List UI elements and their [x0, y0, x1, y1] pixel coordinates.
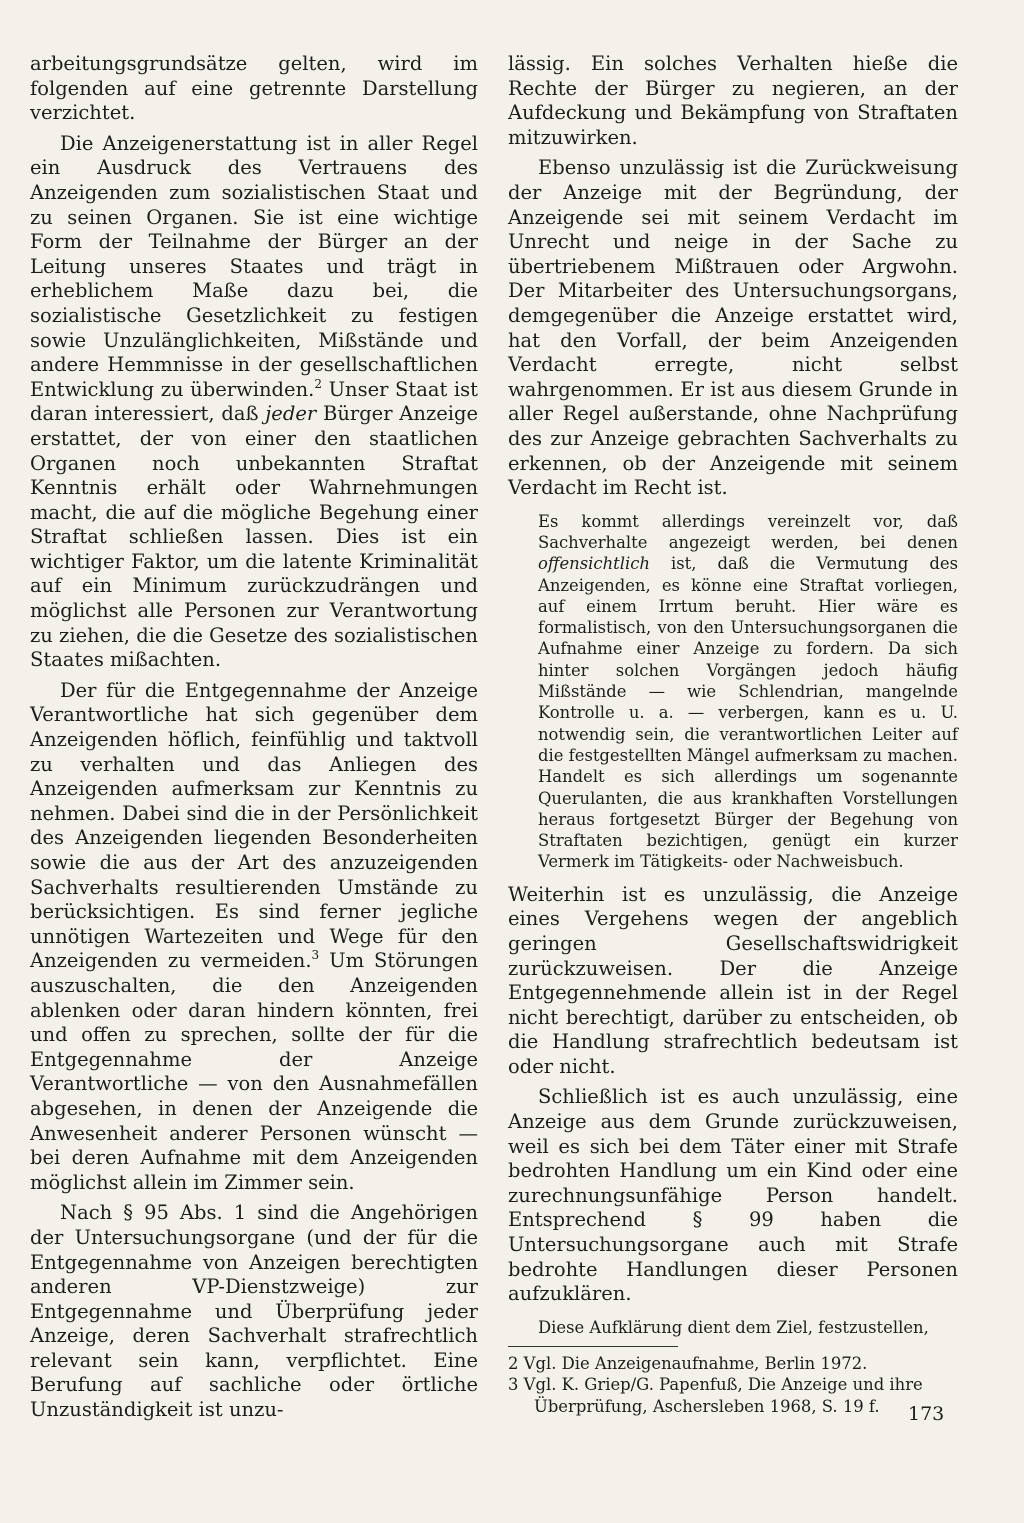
footnote: 2 Vgl. Die Anzeigenaufnahme, Berlin 1972. — [508, 1354, 868, 1374]
text-run: ist, daß die Vermutung des Anzeigenden, es könne eine Straftat vorliegen, auf einem Irrtum beruht. Hier wäre es formalistisch, von den Untersuchungsorganen die Aufnahme einer Anzeige zu fordern. Da sich hinter solchen Vorgängen jedoch häufig Mißstände — wie Schlendrian, mangelnde Kontrolle u. a. — verbergen, kann es u. U. notwendig sein, die verantwortlichen Leiter auf die festgestellten Mängel aufmerksam zu machen. Handelt es sich allerdings um sogenannte Querulanten, die aus krankhaften Vorstellungen heraus fortgesetzt Bürger der Begehung von Straftaten bezichtigen, genügt ein kurzer Vermerk im Tätigkeits- oder Nachweisbuch. — [538, 554, 958, 872]
text-run: Bürger Anzeige erstattet, der von einer den staatlichen Organen noch unbekannten Straftat Kenntnis erhält oder Wahrnehmungen macht, die auf die mögliche Begehung einer Straftat schließen lassen. Dies ist ein wichtiger Faktor, um die latente Kriminalität auf ein Minimum zurückzudrängen und möglichst alle Personen zur Verantwortung zu ziehen, die die Gesetze des sozialistischen Staates mißachten. — [30, 402, 479, 672]
footnote-divider — [508, 1346, 678, 1347]
paragraph: Weiterhin ist es unzulässig, die Anzeige eines Vergehens wegen der angeblich geringen Gesellschaftswidrigkeit zurückzuweisen. Der die Anzeige Entgegennehmende allein ist in der Regel nicht berechtigt, darüber zu entscheiden, ob die Handlung strafrechtlich bedeutsam ist oder nicht. — [508, 882, 958, 1078]
paragraph: Schließlich ist es auch unzulässig, eine Anzeige aus dem Grunde zurückzuweisen, weil es sich bei dem Täter einer mit Strafe bedrohten Handlung um ein Kind oder eine zurechnungsunfähige Person handelt. Entsprechend § 99 haben die Untersuchungsorgane auch mit Strafe bedrohte Handlungen dieser Personen aufzuklären. — [508, 1085, 958, 1306]
text-run: Unser Staat ist daran interessiert, daß — [30, 377, 479, 426]
paragraph: arbeitungsgrundsätze gelten, wird im folgenden auf eine getrennte Darstellung verzichtet. — [30, 52, 478, 125]
footnote: 3 Vgl. K. Griep/G. Papenfuß, Die Anzeige und ihre Überprüfung, Aschersleben 1968, S. 19 f. — [508, 1375, 923, 1416]
right-column — [508, 52, 958, 1417]
left-column — [30, 52, 478, 1423]
emphasis: jeder — [265, 402, 317, 426]
page-number: 173 — [908, 1403, 945, 1425]
smallprint-note — [538, 511, 958, 873]
paragraph: Nach § 95 Abs. 1 sind die Angehörigen der Untersuchungsorgane (und der für die Entgegennahme von Anzeigen berechtigten anderen VP-Dienstzweige) zur Entgegennahme und Überprüfung jeder Anzeige, deren Sachverhalt strafrechtlich relevant sein kann, verpflichtet. Eine Berufung auf sachliche oder örtliche Unzuständigkeit ist unzu- — [30, 1201, 478, 1422]
text-run: Die Anzeigenerstattung ist in aller Regel ein Ausdruck des Vertrauens des Anzeigenden zum sozialistischen Staat und zu seinen Organen. Sie ist eine wichtige Form der Teilnahme der Bürger an der Leitung unseres Staates und trägt in erheblichem Maße dazu bei, die sozialistische Gesetzlichkeit zu festigen sowie Unzulänglichkeiten, Mißstände und andere Hemmnisse in der gesellschaftlichen Entwicklung zu überwinden. — [30, 131, 478, 401]
text-run: Der für die Entgegennahme der Anzeige Verantwortliche hat sich gegenüber dem Anzeigenden höflich, feinfühlig und taktvoll zu verhalten und das Anliegen des Anzeigenden aufmerksam zur Kenntnis zu nehmen. Dabei sind die in der Persönlichkeit des Anzeigenden liegenden Besonderheiten sowie die aus der Art des anzuzeigenden Sachverhalts resultierenden Umstände zu berücksichtigen. Es sind ferner jegliche unnötigen Wartezeiten und Wege für den Anzeigenden zu vermeiden. — [30, 678, 478, 973]
footnote-ref: 3 — [311, 948, 320, 963]
emphasis: offensichtlich — [538, 554, 650, 574]
paragraph: lässig. Ein solches Verhalten hieße die Rechte der Bürger zu negieren, an der Aufdeckung und Bekämpfung von Straftaten mitzuwirken. — [508, 52, 958, 149]
smallprint-note: Diese Aufklärung dient dem Ziel, festzustellen, — [538, 1317, 929, 1337]
text-run: Es kommt allerdings vereinzelt vor, daß Sachverhalte angezeigt werden, bei denen — [538, 511, 958, 552]
footnote-ref: 2 — [314, 376, 322, 391]
paragraph — [30, 679, 478, 1195]
paragraph — [30, 132, 478, 673]
text-run: Um Störungen auszuschalten, die den Anzeigenden ablenken oder daran hindern könnten, frei und offen zu sprechen, sollte der für die Entgegennahme der Anzeige Verantwortliche — von den Ausnahmefällen abgesehen, in denen der Anzeigende die Anwesenheit anderer Personen wünscht — bei deren Aufnahme mit dem Anzeigenden möglichst allein im Zimmer sein. — [30, 949, 478, 1194]
paragraph: Ebenso unzulässig ist die Zurückweisung der Anzeige mit der Begründung, der Anzeigende sei mit seinem Verdacht im Unrecht und neige in der Sache zu übertriebenem Mißtrauen oder Argwohn. Der Mitarbeiter des Untersuchungsorgans, demgegenüber die Anzeige erstattet wird, hat den Vorfall, der beim Anzeigenden Verdacht erregte, nicht selbst wahrgenommen. Er ist aus diesem Grunde in aller Regel außerstande, ohne Nachprüfung des zur Anzeige gebrachten Sachverhalts zu erkennen, ob der Anzeigende mit seinem Verdacht im Recht ist. — [508, 156, 958, 500]
